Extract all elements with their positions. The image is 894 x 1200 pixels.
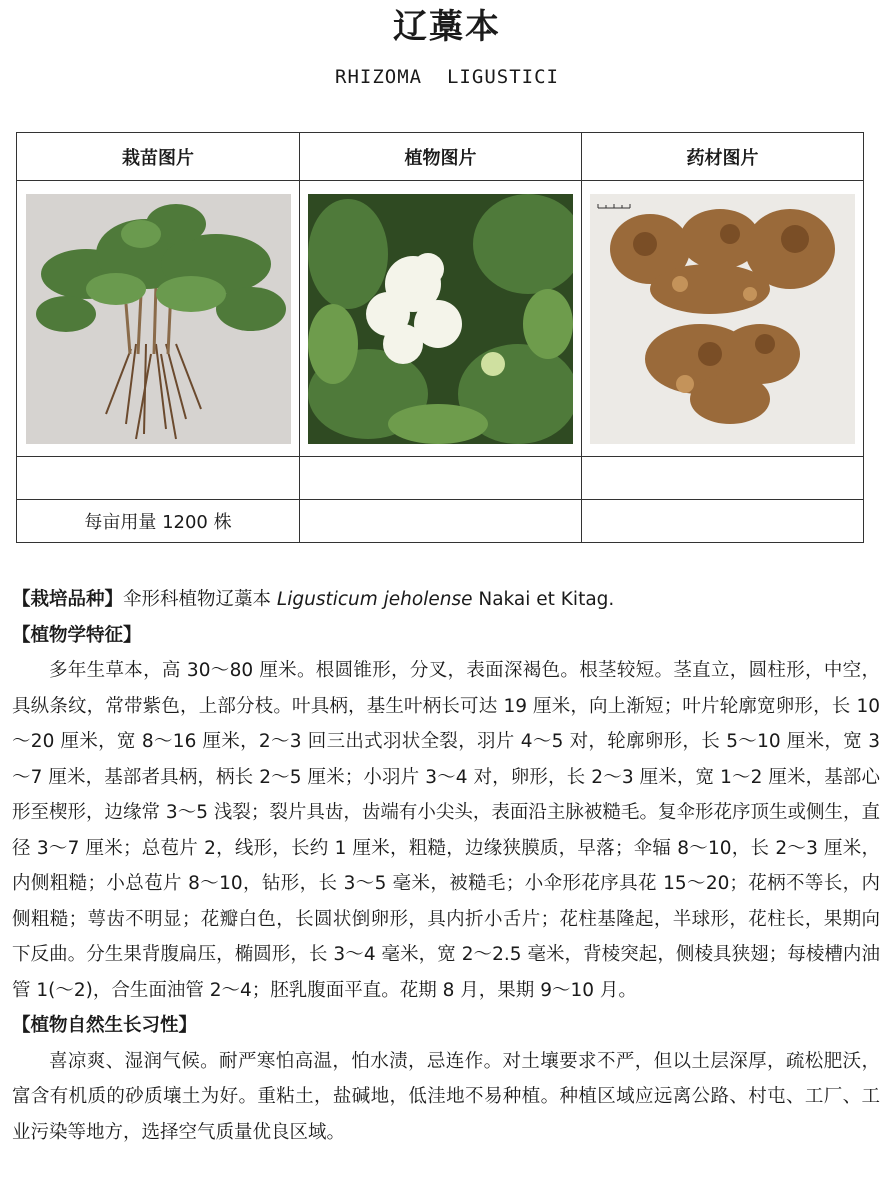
variety-line	[12, 582, 880, 618]
empty-row	[17, 457, 864, 500]
header-plant: 植物图片	[300, 133, 582, 181]
botany-paragraph: 多年生草本，高 30～80 厘米。根圆锥形，分叉，表面深褐色。根茎较短。茎直立，圆柱形，中空，具纵条纹，常带紫色，上部分枝。叶具柄，基生叶柄长可达 19 厘米，向上渐短；叶片轮廓宽卵形，长 10～20 厘米，宽 8～16 厘米，2～3 回三出式羽状全裂，羽片 4～5 对，轮廓卵形，长 5～10 厘米，宽 3～7 厘米，基部者具柄，柄长 2～5 厘米；小羽片 3～4 对，卵形，长 2～3 厘米，宽 1～2 厘米，基部心形至楔形，边缘常 3～5 浅裂；裂片具齿，齿端有小尖头，表面沿主脉被糙毛。复伞形花序顶生或侧生，直径 3～7 厘米；总苞片 2，线形，长约 1 厘米，粗糙，边缘狭膜质，早落；伞辐 8～10，长 2～3 厘米，内侧粗糙；小总苞片 8～10，钻形，长 3～5 毫米，被糙毛；小伞形花序具花 15～20；花柄不等长，内侧粗糙；萼齿不明显；花瓣白色，长圆状倒卵形，具内折小舌片；花柱基隆起，半球形，花柱长，果期向下反曲。分生果背腹扁压，椭圆形，长 3～4 毫米，宽 2～2.5 毫米，背棱突起，侧棱具狭翅；每棱槽内油管 1(～2)，合生面油管 2～4；胚乳腹面平直。花期 8 月，果期 9～10 月。	[12, 660, 880, 1001]
dosage-cell: 每亩用量 1200 株	[17, 500, 300, 543]
photo-row	[17, 181, 864, 457]
variety-label: 【栽培品种】	[12, 589, 124, 610]
habit-heading: 【植物自然生长习性】	[12, 1015, 198, 1036]
variety-prefix: 伞形科植物辽藁本	[123, 589, 277, 610]
habit-paragraph: 喜凉爽、湿润气候。耐严寒怕高温，怕水渍，忌连作。对土壤要求不严，但以土层深厚，疏松肥沃，富含有机质的砂质壤土为好。重粘土，盐碱地，低洼地不易种植。种植区域应远离公路、村屯、工厂、工业污染等地方，选择空气质量优良区域。	[12, 1050, 880, 1143]
plant-photo	[308, 194, 573, 444]
latin-name: RHIZOMA LIGUSTICI	[335, 66, 559, 88]
body-text	[12, 582, 880, 1150]
header-seedling: 栽苗图片	[17, 133, 300, 181]
page-title: 辽藁本	[393, 7, 501, 47]
seedling-photo	[26, 194, 291, 444]
photo-table-header	[17, 133, 864, 181]
botany-heading: 【植物学特征】	[12, 624, 142, 646]
herb-photo	[590, 194, 855, 444]
header-herb: 药材图片	[582, 133, 864, 181]
dosage-row	[17, 500, 864, 543]
species-authority: Nakai et Kitag.	[472, 589, 615, 610]
photo-table	[16, 132, 864, 543]
species-name: Ligusticum jeholense	[276, 589, 473, 610]
